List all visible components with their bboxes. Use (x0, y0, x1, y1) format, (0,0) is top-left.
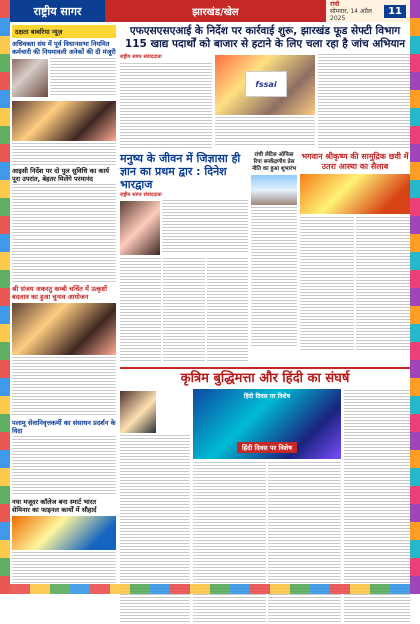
ai-robot-illustration (193, 389, 341, 459)
article-text (356, 217, 410, 351)
main-news-area (120, 25, 410, 624)
building-photo (251, 175, 297, 205)
page-number: 11 (384, 5, 406, 18)
article-text (120, 63, 212, 148)
event-photo (12, 101, 116, 141)
article-text (207, 258, 248, 362)
article-text (120, 435, 190, 623)
left-decorative-ribbon (0, 0, 10, 594)
students-photo (12, 516, 116, 550)
article-text (193, 462, 266, 622)
fssai-logo: fssai (245, 71, 287, 97)
left-headline-3: श्री संजय अकरतु कम्बी चर्चित में उत्कृष्टों बदलाव का हुआ चुनाव आयोजन (12, 285, 107, 301)
article-text (120, 258, 161, 362)
ai-article-headline: कृत्रिम बुद्धिमत्ता और हिंदी का संघर्ष (180, 371, 350, 386)
left-headline-2: आइसी निर्देश पर दो पुल सुविधि का कार्य पूरा उपरांत, बेहतर मिलेंगे परमानंद (12, 167, 109, 183)
article-text (268, 462, 341, 622)
story4-headline: भगवान श्रीकृष्ण की सामुद्रिक छवी में उतरा आस्था का सैलाब (301, 152, 409, 171)
left-headline-1: अधिवक्ता संघ में पूर्व विधानसभा नियमित कर्मचारी की नियमावली अनेकों की दी मंजूरी (12, 40, 116, 56)
byline: राष्ट्रीय सागर संवाददाता (120, 54, 162, 60)
lead-headline: एफएसएसएआई के निर्देश पर कार्रवाई शुरू, झारखंड फूड सेफ्टी विभाग 115 खाद्य पदार्थों को बाजार से हटाने के लिए चला रहा है जांच अभियान (124, 25, 406, 50)
city-label: रांची (330, 0, 340, 8)
newspaper-brand: राष्ट्रीय सागर (10, 0, 105, 22)
left-headline-4: पलामू सेवानिवृत्तकर्मी का संसाधन प्रदर्शन के विदा (12, 419, 116, 435)
article-text (162, 200, 248, 254)
article-text (215, 117, 315, 147)
article-text (12, 239, 116, 283)
portrait-photo (12, 59, 48, 97)
article-text (12, 357, 116, 417)
story3-headline: रांची लेटिस ऑफिस रिपा बनकेंद्रणीय प्रेस नीति का हुआ शुभारंभ (251, 152, 297, 172)
article-text (12, 436, 116, 496)
left-news-column (12, 25, 116, 585)
article-text (50, 58, 116, 96)
speaker-photo (120, 201, 160, 255)
article-text (251, 207, 297, 347)
section-title: झारखंड/खेल (105, 0, 326, 22)
ai-image-label: हिंदी दिवस पर विशेष (237, 442, 297, 453)
date-label: सोमवार, 14 अप्रैल 2025 (330, 7, 372, 22)
article-text (163, 258, 204, 362)
right-decorative-ribbon (410, 0, 420, 594)
festival-photo (300, 174, 410, 214)
footer-decorative-strip (10, 584, 410, 594)
masthead (10, 0, 410, 22)
ai-image-caption-top: हिंदी दिवस पर विशेष (243, 393, 291, 400)
byline: राष्ट्रीय सागर संवाददाता (120, 192, 162, 198)
article-text (300, 217, 354, 351)
article-text (318, 54, 410, 148)
article-text (12, 184, 116, 238)
article-text (12, 552, 116, 585)
left-column-section-label: दक्षता बाबरिया न्यूज़ (12, 25, 116, 38)
meeting-photo (12, 303, 116, 355)
masthead-meta (326, 0, 410, 22)
article-text (12, 143, 116, 165)
story2-headline: मनुष्य के जीवन में जिज्ञासा ही ज्ञान का प्रथम द्वार : दिनेश भारद्वाज (120, 152, 241, 191)
left-headline-5: नया मजूदर कॉलेज बना स्मार्ट भारत सेमिनार का फाइनल कार्यों में सौहार्द (12, 498, 97, 514)
author-photo (120, 391, 156, 433)
